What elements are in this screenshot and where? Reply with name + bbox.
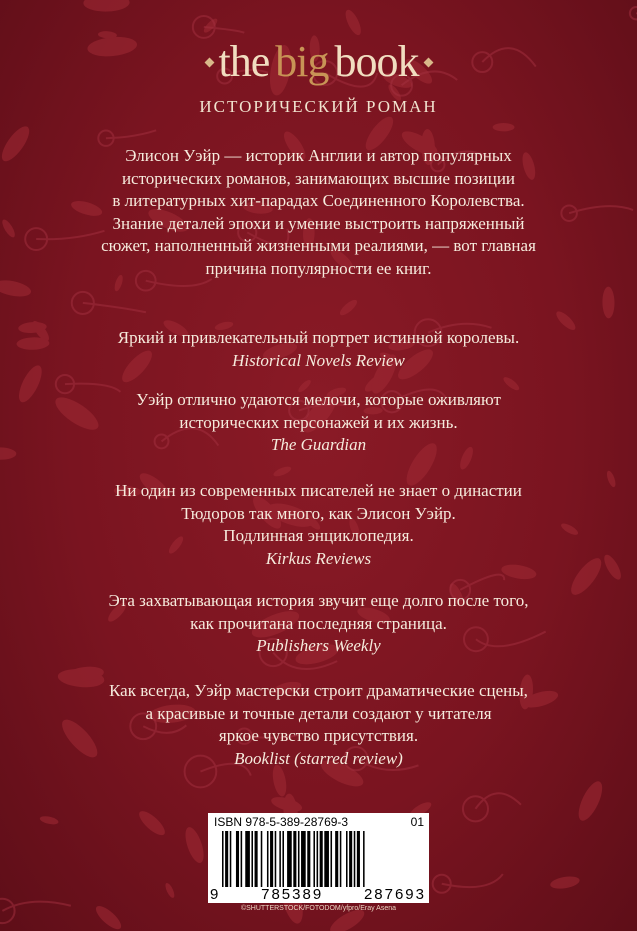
quote-text: а красивые и точные детали создают у читателя <box>145 703 492 723</box>
quote-text: Уэйр отлично удаются мелочи, которые оживляют <box>136 390 501 409</box>
series-title: ИСТОРИЧЕСКИЙ РОМАН <box>199 97 438 116</box>
ean-left-group: 785389 <box>261 886 324 903</box>
review-quote <box>0 480 637 570</box>
isbn-label-row <box>214 815 424 829</box>
bio-line: причина популярности ее книг. <box>205 258 432 278</box>
isbn-barcode <box>208 813 429 903</box>
review-quote <box>0 680 637 770</box>
barcode-bars <box>222 831 416 887</box>
quote-text: Как всегда, Уэйр мастерски строит драматические сцены, <box>109 681 528 700</box>
review-quote <box>0 327 637 372</box>
bio-line: в литературных хит-парадах Соединенного Королевства. <box>112 191 525 210</box>
quote-text: как прочитана последняя страница. <box>190 613 447 633</box>
bio-line: Элисон Уэйр — историк Англии и автор популярных <box>125 146 512 165</box>
review-quote <box>0 389 637 457</box>
ean-right-group: 287693 <box>363 886 426 903</box>
diamond-dot-icon <box>204 57 214 67</box>
logo-word-the: the <box>218 37 270 86</box>
bio-line: исторических романов, занимающих высшие позиции <box>121 168 516 188</box>
quote-text: Подлинная энциклопедия. <box>223 526 414 545</box>
quote-source: Kirkus Reviews <box>265 548 372 568</box>
quote-text: Тюдоров так много, как Элисон Уэйр. <box>181 503 456 523</box>
image-credit: ©SHUTTERSTOCK/FOTODOM/yfpro/Eray Asena <box>240 905 397 912</box>
bio-line: сюжет, наполненный жизненными реалиями, — вот главная <box>101 236 536 255</box>
bio-line: Знание деталей эпохи и умение выстроить напряженный <box>112 213 525 233</box>
diamond-dot-icon <box>423 57 433 67</box>
publisher-logo <box>0 37 637 96</box>
quote-source: The Guardian <box>270 435 367 454</box>
ean-first-digit: 9 <box>210 886 221 903</box>
logo-word-big: big <box>275 37 329 86</box>
quote-source: Historical Novels Review <box>232 350 405 370</box>
quote-source: Booklist (starred review) <box>234 748 403 768</box>
logo-word-book: book <box>334 37 419 86</box>
quote-text: Яркий и привлекательный портрет истинной королевы. <box>117 328 520 347</box>
quote-text: яркое чувство присутствия. <box>218 726 419 745</box>
review-quote <box>0 590 637 658</box>
author-bio <box>0 145 637 280</box>
ean-digits <box>210 886 426 903</box>
quote-text: Эта захватывающая история звучит еще долго после того, <box>108 591 529 610</box>
quote-source: Publishers Weekly <box>256 636 381 655</box>
quote-text: Ни один из современных писателей не знает о династии <box>115 481 522 500</box>
isbn-suffix: 01 <box>410 815 424 829</box>
isbn-number: ISBN 978-5-389-28769-3 <box>214 815 349 829</box>
quote-text: исторических персонажей и их жизнь. <box>179 412 458 432</box>
